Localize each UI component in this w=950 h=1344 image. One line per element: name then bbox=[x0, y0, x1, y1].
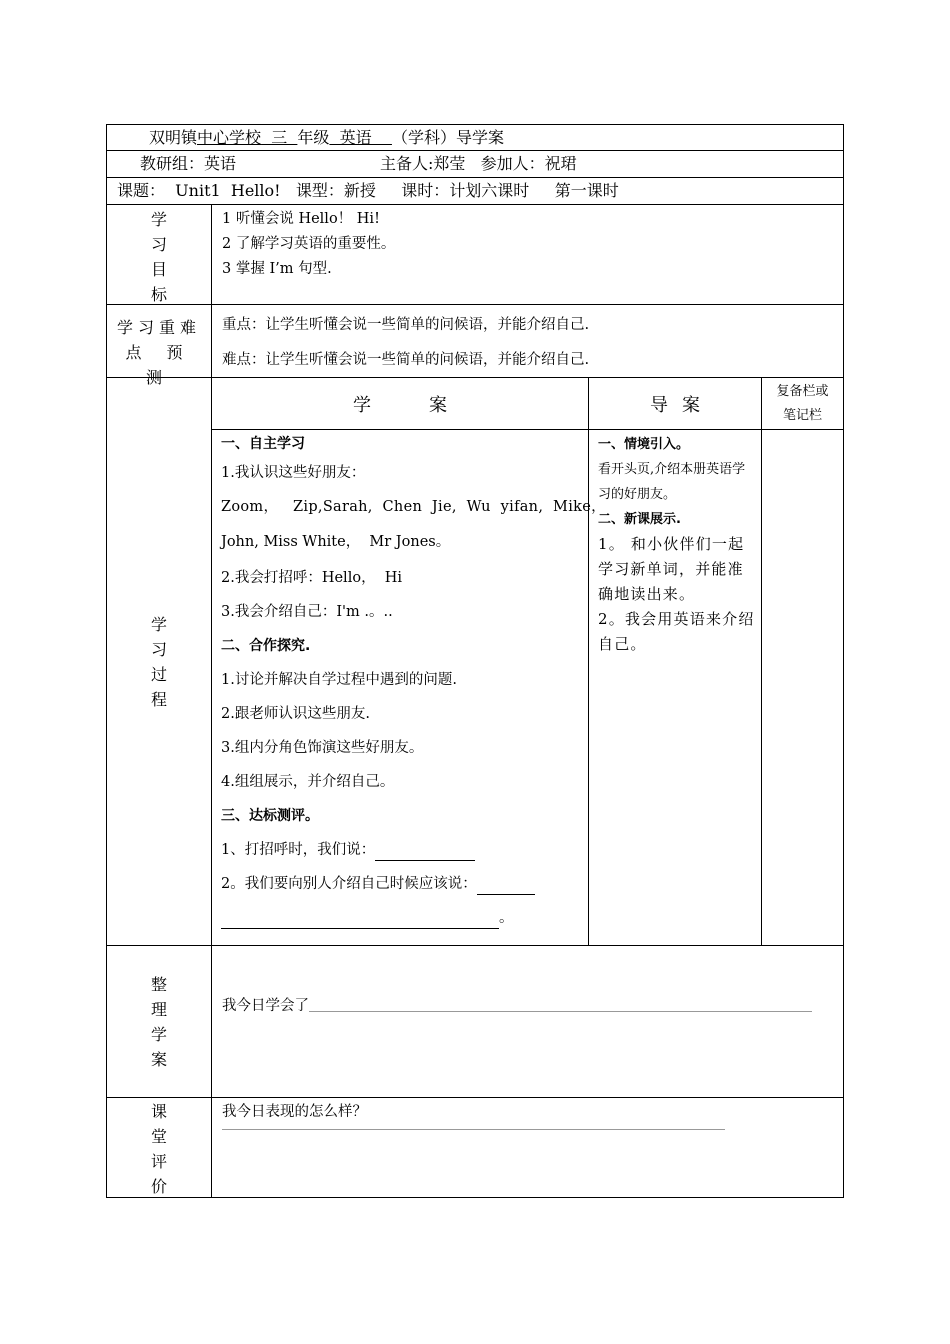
process-label-char: 学 bbox=[150, 614, 167, 634]
keypoints-label-line: 学习重难 bbox=[116, 318, 201, 337]
study-plan-content bbox=[212, 430, 606, 945]
evaluation-row bbox=[106, 1098, 844, 1198]
summary-label-char: 案 bbox=[150, 1049, 167, 1069]
evaluation-label bbox=[107, 1098, 212, 1197]
keypoints-row bbox=[106, 305, 844, 387]
summary-label-char: 整 bbox=[150, 974, 167, 994]
guide-plan-header-text: 导案 bbox=[650, 394, 714, 416]
quiz-question: 2。我们要向别人介绍自己时候应该说： bbox=[221, 876, 477, 892]
answer-blank[interactable] bbox=[375, 859, 475, 861]
summary-label-char: 理 bbox=[150, 999, 167, 1019]
quiz-item bbox=[221, 833, 580, 867]
topic-line: 课题： Unit1 Hello! 课型：新授 课时：计划六课时 第一课时 bbox=[117, 181, 619, 200]
guide-section-title: 一、情境引入。 bbox=[598, 437, 690, 452]
study-plan-header bbox=[212, 378, 589, 429]
goal-item: 2 了解学习英语的重要性。 bbox=[222, 236, 396, 252]
grade-value: 三 bbox=[261, 128, 298, 147]
summary-answer-line[interactable] bbox=[309, 1010, 812, 1012]
study-item: 3.我会介绍自己：I'm .。.. bbox=[221, 604, 393, 620]
goals-row bbox=[106, 205, 844, 305]
study-item: 1.我认识这些好朋友： bbox=[221, 465, 366, 481]
study-plan-header-text: 学案 bbox=[353, 394, 505, 416]
study-item: Zoom， Zip,Sarah, Chen Jie, Wu yifan, Mike， bbox=[221, 499, 606, 515]
quiz-question: 1、打招呼时，我们说： bbox=[221, 842, 376, 858]
keypoints-label bbox=[107, 305, 212, 387]
goals-content bbox=[212, 205, 843, 304]
grade-label: 年级 bbox=[297, 128, 330, 147]
guide-plan-content bbox=[589, 430, 762, 945]
process-column-body bbox=[212, 430, 843, 945]
process-label-char: 习 bbox=[150, 639, 167, 659]
process-label bbox=[107, 378, 212, 945]
goals-label-char: 习 bbox=[150, 235, 167, 254]
difficult-point: 难点：让学生听懂会说一些简单的问候语，并能介绍自己. bbox=[222, 352, 590, 368]
evaluation-answer-line[interactable] bbox=[222, 1128, 725, 1130]
keypoints-label-line: 点 预 测 bbox=[125, 343, 193, 387]
notes-header-line: 笔记栏 bbox=[782, 408, 822, 423]
research-group: 教研组：英语 bbox=[140, 154, 237, 173]
quiz-end-mark: 。 bbox=[499, 910, 514, 926]
quiz-item bbox=[221, 901, 580, 935]
evaluation-content bbox=[212, 1098, 843, 1197]
study-item: 2.我会打招呼：Hello， Hi bbox=[221, 570, 403, 586]
study-item: 1.讨论并解决自学过程中遇到的问题. bbox=[221, 672, 457, 688]
study-item: John, Miss White， Mr Jones。 bbox=[221, 534, 451, 550]
subject-value: 英语 bbox=[329, 128, 392, 147]
goals-label-char: 学 bbox=[150, 210, 167, 229]
section-title: 三、达标测评。 bbox=[221, 808, 319, 824]
study-item: 2.跟老师认识这些朋友. bbox=[221, 706, 370, 722]
key-point: 重点：让学生听懂会说一些简单的问候语，并能介绍自己. bbox=[222, 317, 590, 333]
lesson-plan-table bbox=[106, 124, 844, 1198]
preparers: 主备人:郑莹 参加人：祝珺 bbox=[380, 154, 577, 173]
guide-section-title: 二、新课展示. bbox=[598, 512, 681, 527]
goals-label-char: 目 bbox=[150, 260, 167, 279]
staff-row bbox=[106, 151, 844, 178]
guide-plan-header bbox=[589, 378, 762, 429]
guide-text: 看开头页,介绍本册英语学习的好朋友。 bbox=[598, 462, 746, 502]
quiz-item bbox=[221, 867, 580, 901]
section-title: 二、合作探究. bbox=[221, 638, 311, 654]
summary-prompt: 我今日学会了 bbox=[222, 998, 309, 1014]
goal-item: 1 听懂会说 Hello！ Hi! bbox=[222, 211, 380, 227]
summary-content bbox=[212, 946, 843, 1097]
study-item: 3.组内分角色饰演这些好朋友。 bbox=[221, 740, 424, 756]
keypoints-content bbox=[212, 305, 843, 377]
process-label-char: 过 bbox=[150, 664, 167, 684]
doc-type: （学科）导学案 bbox=[391, 128, 504, 147]
school-name: 中心学校 bbox=[197, 128, 262, 147]
title-row bbox=[106, 124, 844, 151]
summary-label bbox=[107, 946, 212, 1097]
evaluation-label-char: 价 bbox=[150, 1177, 167, 1196]
goal-item: 3 掌握 I’m 句型. bbox=[222, 261, 332, 277]
town-name: 双明镇 bbox=[149, 128, 198, 147]
summary-label-char: 学 bbox=[150, 1024, 167, 1044]
process-row bbox=[106, 378, 844, 946]
notes-header-line: 复备栏或 bbox=[776, 384, 829, 399]
evaluation-label-char: 课 bbox=[150, 1102, 167, 1121]
process-label-char: 程 bbox=[150, 689, 167, 709]
goals-label bbox=[107, 205, 212, 304]
answer-blank[interactable] bbox=[477, 893, 535, 895]
summary-row bbox=[106, 946, 844, 1098]
notes-header bbox=[762, 378, 843, 429]
evaluation-label-char: 堂 bbox=[150, 1127, 167, 1146]
answer-blank[interactable] bbox=[221, 927, 499, 929]
process-column-headers bbox=[212, 378, 843, 430]
topic-row bbox=[106, 178, 844, 205]
guide-item: 1。 和小伙伴们一起学习新单词，并能准确地读出来。 bbox=[598, 535, 745, 603]
goals-label-char: 标 bbox=[150, 285, 167, 304]
section-title: 一、自主学习 bbox=[221, 436, 305, 452]
evaluation-prompt: 我今日表现的怎么样？ bbox=[222, 1104, 367, 1120]
study-item: 4.组组展示，并介绍自己。 bbox=[221, 774, 395, 790]
evaluation-label-char: 评 bbox=[150, 1152, 167, 1171]
guide-item: 2。我会用英语来介绍自己。 bbox=[598, 610, 755, 653]
process-columns bbox=[212, 378, 843, 945]
notes-content[interactable] bbox=[762, 430, 843, 945]
